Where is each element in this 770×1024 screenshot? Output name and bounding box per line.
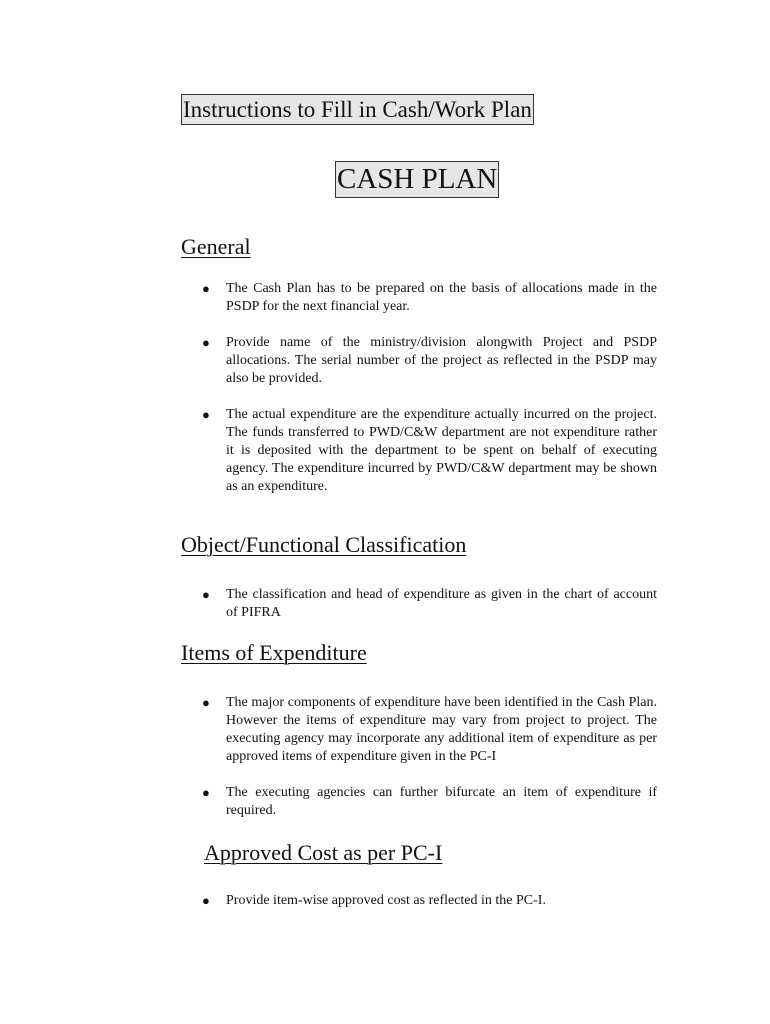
list-item <box>200 406 657 496</box>
list-item <box>200 334 657 388</box>
section-heading-classification: Object/Functional Classification <box>181 532 467 557</box>
bullet-icon: ● <box>202 587 210 602</box>
section-heading-items-of-expenditure: Items of Expenditure <box>181 640 367 665</box>
list-item <box>200 784 657 820</box>
list-item-text: The executing agencies can further bifurcate an item of expenditure if required. <box>226 785 657 818</box>
approved-cost-bullet-list <box>200 892 657 910</box>
list-item <box>200 280 657 316</box>
bullet-icon: ● <box>202 695 210 710</box>
document-title: Instructions to Fill in Cash/Work Plan <box>181 94 534 125</box>
section-heading-approved-cost: Approved Cost as per PC-I <box>204 840 443 865</box>
list-item <box>200 892 657 910</box>
list-item <box>200 694 657 766</box>
expenditure-bullet-list <box>200 694 657 820</box>
list-item-text: The classification and head of expenditure as given in the chart of account of PIFRA <box>226 587 657 620</box>
bullet-icon: ● <box>202 335 210 350</box>
bullet-icon: ● <box>202 407 210 422</box>
list-item-text: Provide item-wise approved cost as reflected in the PC-I. <box>226 893 546 908</box>
general-bullet-list <box>200 280 657 496</box>
bullet-icon: ● <box>202 785 210 800</box>
list-item-text: The major components of expenditure have been identified in the Cash Plan. However the items of expenditure may vary from project to project. The executing agency may incorporate any additional item of expenditure as per approved items of expenditure given in the PC-I <box>226 695 657 764</box>
list-item-text: Provide name of the ministry/division alongwith Project and PSDP allocations. The serial number of the project as reflected in the PSDP may also be provided. <box>226 335 657 386</box>
section-heading-general: General <box>181 234 251 259</box>
cash-plan-title: CASH PLAN <box>335 161 499 198</box>
classification-bullet-list <box>200 586 657 622</box>
list-item <box>200 586 657 622</box>
bullet-icon: ● <box>202 893 210 908</box>
bullet-icon: ● <box>202 281 210 296</box>
list-item-text: The actual expenditure are the expenditure actually incurred on the project. The funds transferred to PWD/C&W department are not expenditure rather it is deposited with the department to be spent on behalf of executing agency. The expenditure incurred by PWD/C&W department may be shown as an expenditure. <box>226 407 657 494</box>
list-item-text: The Cash Plan has to be prepared on the basis of allocations made in the PSDP for the next financial year. <box>226 281 657 314</box>
